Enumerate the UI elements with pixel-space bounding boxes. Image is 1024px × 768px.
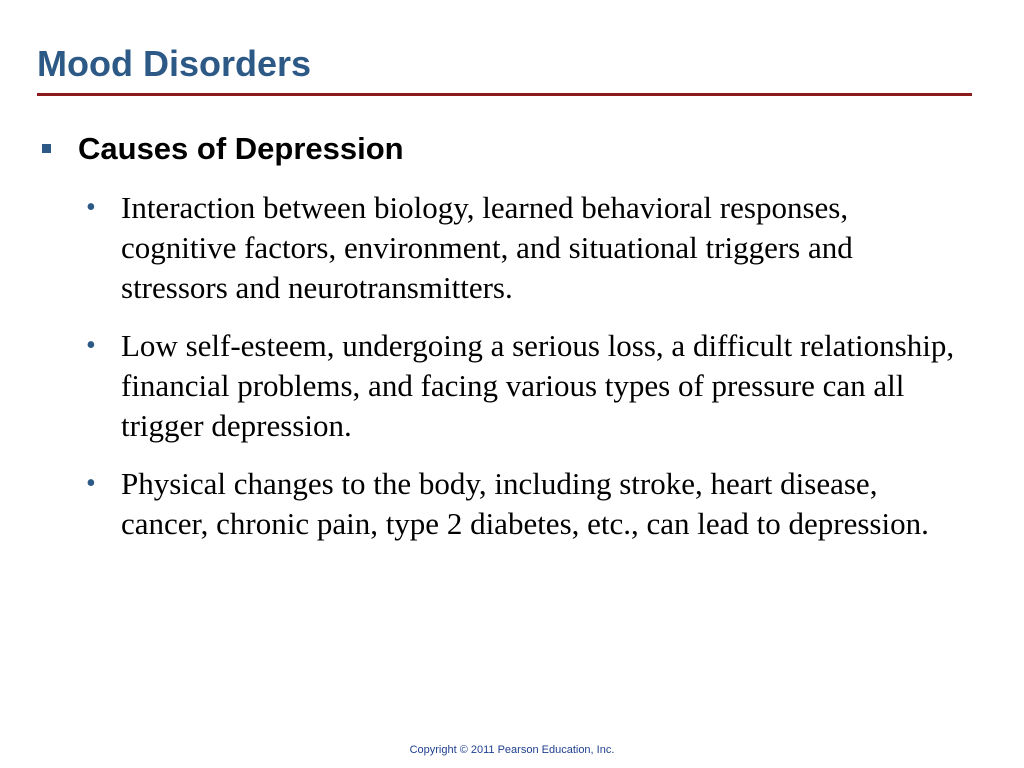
main-bullet-heading: Causes of Depression — [78, 131, 404, 166]
sub-bullet-text: Physical changes to the body, including stroke, heart disease, cancer, chronic pain, type 2 diabetes, etc., can lead to depression. — [121, 466, 929, 541]
sub-bullet-item — [86, 326, 966, 446]
sub-bullet-item — [86, 464, 966, 544]
sub-bullet-item — [86, 188, 966, 308]
dot-bullet-icon: • — [86, 468, 96, 499]
dot-bullet-icon: • — [86, 330, 96, 361]
slide-title: Mood Disorders — [37, 43, 312, 84]
title-divider — [37, 93, 972, 96]
sub-bullet-text: Low self-esteem, undergoing a serious loss, a difficult relationship, financial problems, and facing various types of pressure can all trigger depression. — [121, 328, 955, 443]
copyright-footer: Copyright © 2011 Pearson Education, Inc. — [409, 744, 615, 756]
sub-bullet-list — [86, 188, 966, 562]
square-bullet-icon — [42, 144, 51, 153]
dot-bullet-icon: • — [86, 192, 96, 223]
sub-bullet-text: Interaction between biology, learned behavioral responses, cognitive factors, environment, and situational triggers and stressors and neurotransmitters. — [121, 190, 853, 305]
